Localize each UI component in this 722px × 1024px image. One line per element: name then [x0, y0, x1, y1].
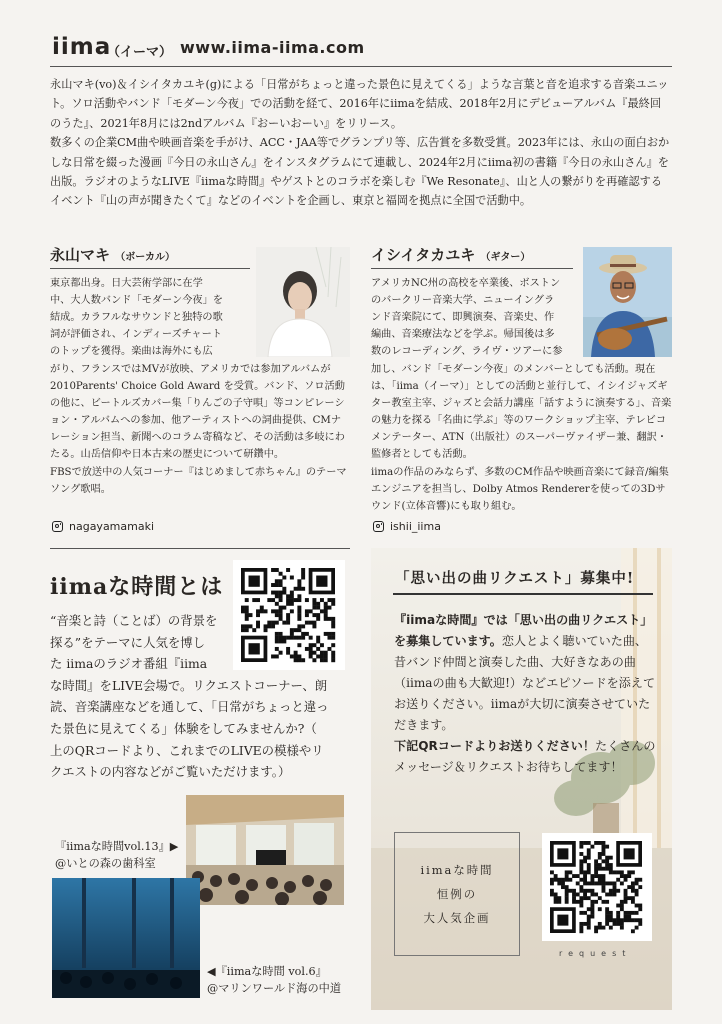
jikan-line: な時間』をLIVE会場で。リクエストコーナー、朗	[50, 677, 328, 693]
intro-paragraph-2: 数多くの企業CM曲や映画音楽を手がけ、ACC・JAA等でグランプリ等、広告賞を多数受賞。2023年には、永山の面白おかしな日常を綴った漫画『今日の永山さん』をインスタグラムにて連載し、2024年2月にiima初の書籍『今日の永山さん』を出版。ラジオのようなLIVE『iimaな時間』やゲストとのコラボを楽しむ『We Resonate』、山と人の繋がりを再確認するイベント『山の声が聞きたくて』などのイベントを企画し、東京と福岡を拠点に全国で活動中。	[50, 136, 670, 208]
ishii-bio-line: 編曲、音楽療法などを学ぶ。帰国後は多	[371, 329, 555, 341]
maki-bio-line: のトップを獲得。楽曲は海外にも広	[50, 346, 213, 358]
maki-rule	[50, 268, 250, 269]
request-body	[394, 610, 656, 778]
ishii-bio-full	[371, 361, 672, 515]
maki-bio-full	[50, 361, 350, 498]
jikan-line: 探る”をテーマに人気を博し	[50, 634, 206, 650]
vol6-photo	[52, 878, 200, 998]
maki-bio-line: 東京都出身。日大芸術学部に在学	[50, 278, 203, 289]
vol13-caption	[55, 838, 178, 872]
feature-line: 大人気企画	[423, 911, 491, 925]
feature-line: 恒例の	[436, 887, 478, 901]
request-cta: 下記QRコードよりお送りください！	[394, 739, 595, 753]
ishii-name-heading	[371, 244, 530, 265]
ishii-bio-line: ンド音楽院にて、即興演奏、音楽史、作	[371, 312, 555, 324]
jikan-line: 読、音楽講座などを通して、「日常がちょっと違っ	[50, 699, 329, 715]
header-rule	[50, 66, 672, 67]
intro-text	[50, 75, 672, 211]
ishii-bio-line: のバークリー音楽大学、ニューイングラ	[371, 295, 555, 307]
instagram-icon	[373, 521, 384, 532]
jikan-line: た iimaのラジオ番組『iima	[50, 656, 208, 672]
vol13-caption-venue: @いとの森の歯科室	[55, 857, 156, 870]
jikan-line: クエストの内容などがご覧いただけます。）	[50, 764, 291, 780]
maki-name-heading	[50, 244, 175, 265]
request-qr-label: request	[559, 949, 632, 958]
ishii-bio-wrapped	[371, 275, 576, 360]
maki-bio-end: FBSで放送中の人気コーナー『はじめまして赤ちゃん』のテーマソング歌唱。	[50, 466, 347, 495]
vol6-caption-title: ◀『iimaな時間 vol.6』	[207, 965, 327, 978]
request-description: 恋人とよく聴いていた曲、昔バンド仲間と演奏した曲、大好きなあの曲（iimaの曲も大歓迎!）などエピソードを添えてお送りください。iimaが大切に演奏させていただきます。	[394, 634, 656, 732]
request-heading: 「思い出の曲リクエスト」募集中!	[395, 570, 635, 587]
ishii-instagram[interactable]	[373, 520, 441, 533]
request-lead: 『iimaな時間』では「思い出の曲リクエスト」を募集しています。	[394, 613, 653, 648]
ishii-name: イシイタカユキ	[371, 246, 476, 264]
maki-name: 永山マキ	[50, 246, 111, 264]
vol13-photo	[186, 795, 344, 905]
maki-instagram[interactable]	[52, 520, 154, 533]
maki-bio-line: 結成。カラフルなサウンドと独特の歌	[50, 312, 223, 324]
brand-reading: （イーマ）	[107, 45, 173, 60]
maki-instagram-handle[interactable]: nagayamamaki	[69, 520, 155, 533]
instagram-icon	[52, 521, 63, 532]
ishii-instagram-handle[interactable]: ishii_iima	[390, 520, 441, 533]
vol6-caption	[207, 963, 341, 997]
maki-photo	[256, 247, 350, 357]
vol6-caption-venue: @マリンワールド海の中道	[207, 982, 342, 995]
section-separator	[50, 548, 350, 549]
request-closing: たくさんのメッセージ＆リクエストお待ちしてます！	[394, 739, 656, 774]
ishii-role: （ギター）	[480, 252, 531, 263]
maki-role: （ボーカル）	[115, 252, 176, 263]
request-heading-rule	[393, 593, 653, 595]
jikan-line: “音楽と詩（ことば）の背景を	[50, 613, 218, 628]
ishii-bio-end: iimaの作品のみならず、多数のCM作品や映画音楽にて録音/編集エンジニアを担当し、Dolby Atmos Rendererを使っての3Dサウンド(立体音響)にも取り組む。	[371, 466, 669, 512]
maki-bio-line: 中、大人数バンド「モダーン今夜」を	[50, 295, 223, 307]
ishii-bio-line: アメリカNC州の高校を卒業後、ボストン	[371, 278, 561, 289]
jikan-line: た景色に見えてくる」体験をしてみませんか?（	[50, 720, 317, 736]
brand-name: iima	[52, 34, 112, 60]
qr-code-graphic	[542, 833, 652, 941]
request-qr-code[interactable]	[542, 833, 652, 941]
maki-bio-body: がり、フランスではMVが放映、アメリカでは参加アルバムが2010Parents' Choice Gold Award を受賞。バンド、ソロ活動の他に、ビートルズカバー集「りんごの子守唄」等コンピレーション・アルバムへの参加、他アーティストへの詞曲提供、CMナレーション担当、新聞へのコラム寄稿など、その活動は多岐にわたる。山岳信仰や日本古来の歴史について研鑽中。	[50, 364, 345, 461]
ishii-photo	[583, 247, 672, 357]
maki-bio-line: 詞が評価され、インディーズチャート	[50, 329, 222, 341]
maki-bio-wrapped	[50, 275, 250, 360]
vol13-caption-title: 『iimaな時間vol.13』▶	[55, 840, 179, 853]
ishii-bio-line: 数のレコーディング、ライヴ・ツアーに参	[371, 346, 563, 358]
intro-paragraph-1: 永山マキ(vo)＆イシイタカユキ(g)による「日常がちょっと違った景色に見えてくる」ような言葉と音を追求する音楽ユニット。ソロ活動やバンド「モダーン今夜」での活動を経て、2016年にiimaを結成、2018年2月にデビューアルバム『最終回のうた』、2021年8月には2ndアルバム『おーいおーい』をリリース。	[50, 78, 669, 130]
ishii-bio-body: 加し、バンド「モダーン今夜」のメンバーとしても活動。現在は、「iima（イーマ）」としての活動と並行して、イシイジャズギター教室主宰、ジャズと会話力講座「話すように演奏する」、音楽の魅力を探る「名曲に学ぶ」等のワークショップ主宰、テレビコメンテーター、ATN（出版社）のスーパーヴァイザー兼、翻訳・監修者としても活動。	[371, 364, 672, 461]
feature-line: iimaな時間	[420, 863, 494, 877]
jikan-description	[50, 610, 350, 783]
jikan-line: 上のQRコードより、これまでのLIVEの模様やリ	[50, 742, 324, 758]
ishii-rule	[371, 268, 573, 269]
request-feature-box	[394, 832, 520, 956]
jikan-title: iimaな時間とは	[50, 574, 224, 600]
website-url[interactable]: www.iima-iima.com	[180, 38, 365, 57]
